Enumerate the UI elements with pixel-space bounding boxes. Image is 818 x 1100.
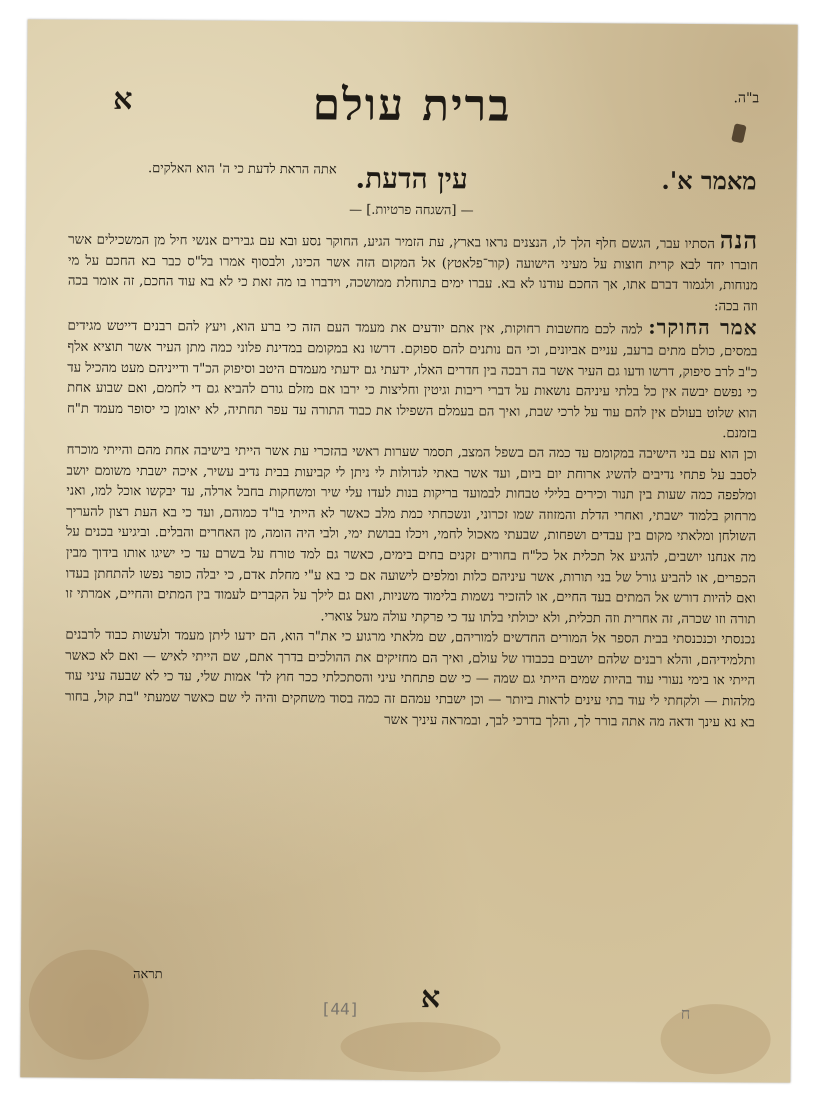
header-bh-mark: ב"ה.: [733, 90, 760, 107]
lead-word: הנה: [719, 225, 759, 255]
section-note: — [השגחה פרטיות.] —: [349, 202, 474, 219]
paragraph: [67, 313, 758, 445]
pencil-annotation: [44]: [320, 999, 360, 1019]
paragraph: [65, 626, 756, 734]
paragraph-text: נכנסתי וכנכנסתי בבית הספר אל המורים החדשים למוריהם, שם מלאתי מרגוע כי את"ר הוא, הם ידעו ליתן מעמד ולעשות כבוד לרבנים ותלמידיהם, והלא רבנים שלהם יושבים בכבודו של עולם, ואיך הם מחזיקים את ההולכים בדרך אתם, שם הייתי לאיש — ואם לא כאשר הייתי או בימי נעורי עוד בהיות שמים הייתי גם שמה — כי שם פתחתי עיני והסתכלתי ככר חוץ לד' אמות שלי, עד כי לא שבעה עיני עוד מלהות — ולקחתי לי עוד בתי עינים לראות ביותר — וכן ישבתי עמהם זה כמה בסוד משחקים והיה לי שם כאשר שמעתי "בת קול, בחור בא נא עינך ודאה מה אתה בורר לך, והלך בדרכי לבך, ובמראה עיניך אשר: [64, 627, 756, 731]
catchword: תראה: [132, 967, 163, 983]
paper-stain: [340, 1022, 500, 1073]
document-page: [20, 19, 797, 1082]
paper-stain: [28, 949, 149, 1060]
paragraph-text: למה לכם מחשבות רחוקות, אין אתם יודעים את מעמד העם הזה כי ברע הוא, ויעץ להם רבנים דייטש מגידים במסים, כולם מתים ברעב, עניים אביונים, וכי הם נותנים להם ספוקם. דרשו נא במקומם במדינת פלוני כמה מתן העיר אשר תוציא אלף כ"ב לרב סיפוק, דרשו ודעו גם העיר אשר בה רבכה בין חדרים האלו, ידעתי גם ידעתי מעמדם היטב וסיפוק הכ"ד ודייניהם מעט מהכיל עד כי נפשם יבשה אין כל בלתי עיניהם נושאות על דברי ריבות וגיטין וחליצות כי ירבו אם מזלם גורם להביא גם די לחמם, ואם שבוע אחת הוא שלוט בעולם אין להם עוד על לרכי שבת, ואיך הם בעמלם השפילו את כבוד התורה עד עפר תחתיה, לא יאומן כי יסופר מעמד ת"ח בזמנם.: [66, 318, 758, 442]
paragraph: [65, 441, 756, 631]
lead-word: אמר החוקר:: [648, 315, 758, 340]
epigraph: אתה הראת לדעת כי ה' הוא האלקים.: [148, 161, 337, 178]
body-text: [65, 226, 758, 734]
paragraph: [68, 226, 759, 318]
pencil-annotation-letter: ח: [680, 1003, 691, 1023]
paper-stain: [660, 1004, 770, 1075]
signature-mark: א: [420, 980, 441, 1016]
article-subtitle: עין הדעת.: [355, 161, 468, 196]
ink-smudge-icon: [731, 123, 747, 143]
paragraph-text: וכן הוא עם בני הישיבה במקומם עד כמה הם בשפל המצב, תסמר שערות ראשי בהזכרי עת אשר הייתי בישיבה אחת מהם והייתי מוכרח לסבב על פתחי נדיבים להשיג ארוחת יום ביום, ועד אשר באתי לגדולות לי ניתן לי קביעות בבית נדיב עשיר, איכה ישבתי משומם יושב ומלפפה כמה שעות בין תנור וכירים בלילי טבחות לבמועד בריקות בנות לעדו עלי שיר ומשחקות בחבל ארלה, עד יבקשו אוכל למו, ואני מרחוק בלמוד ישבתי, ואחרי הדלת והמזוזה שמו זכרוני, ונשכחתי כמת מלב כאשר לא הייתי בו"ד כמוהם, ועד כי בא העת רצון להעריך השולחן ומלאתי מקום בין עבדים ושפחות, שבעתי מאכול לחמי, ויכלו בבושת ימי, ולבי היה הומה, מן האחרים והבלים. וביגיעי בכנים על מה אנחנו יושבים, להגיע אל תכלית אל כל"ח בחורים זקנים בחים בימים, כאשר גם למד טורח על בשרם עד כי ישיגו אותו בידוך מבין הכפרים, או להביע גורל של בני תורות, אשר עיניהם כלות ומלפים לישועה אם כי בא ע"י מחלת אדם, כי יבלה כופר נפשו להתחתן בעדו ואם להיות דורש אל המתים בעד החיים, או להזכיר נשמות בלימוד משניות, ואם גם לילך על הקברים לעמוד בין המתים והחיים, אמרתי זו תורה וזו שכרה, זה אחרית וזה תכלית, ולא יכולתי בלתו עד כי פרקתי עולה מעל צוארי.: [65, 442, 757, 628]
paragraph-text: הסתיו עבר, הגשם חלף הלך לו, הנצנים נראו בארץ, עת הזמיר הגיע, החוקר נסע ובא עם גבירים אנשי חיל מן המשכילים אשר חוברו יחד לבא קרית חוצות על מעיני הישועה (קור־פלאטץ) אל המקום הזה אשר הכינו, ולבסוף אמרו בל"ס כבר בא החכם על מי מנוחות, ולגמור דברם אתו, אך החכם עודנו לא בא. עברו ימים בתוחלת ממושכה, וידברו בו מה זאת כי לא בא עוד החכם, זה אומר בכה וזה בכה:: [67, 232, 759, 315]
article-number: מאמר א'.: [661, 165, 757, 196]
page-number: א: [113, 81, 133, 118]
page-title: ברית עולם: [312, 79, 512, 132]
